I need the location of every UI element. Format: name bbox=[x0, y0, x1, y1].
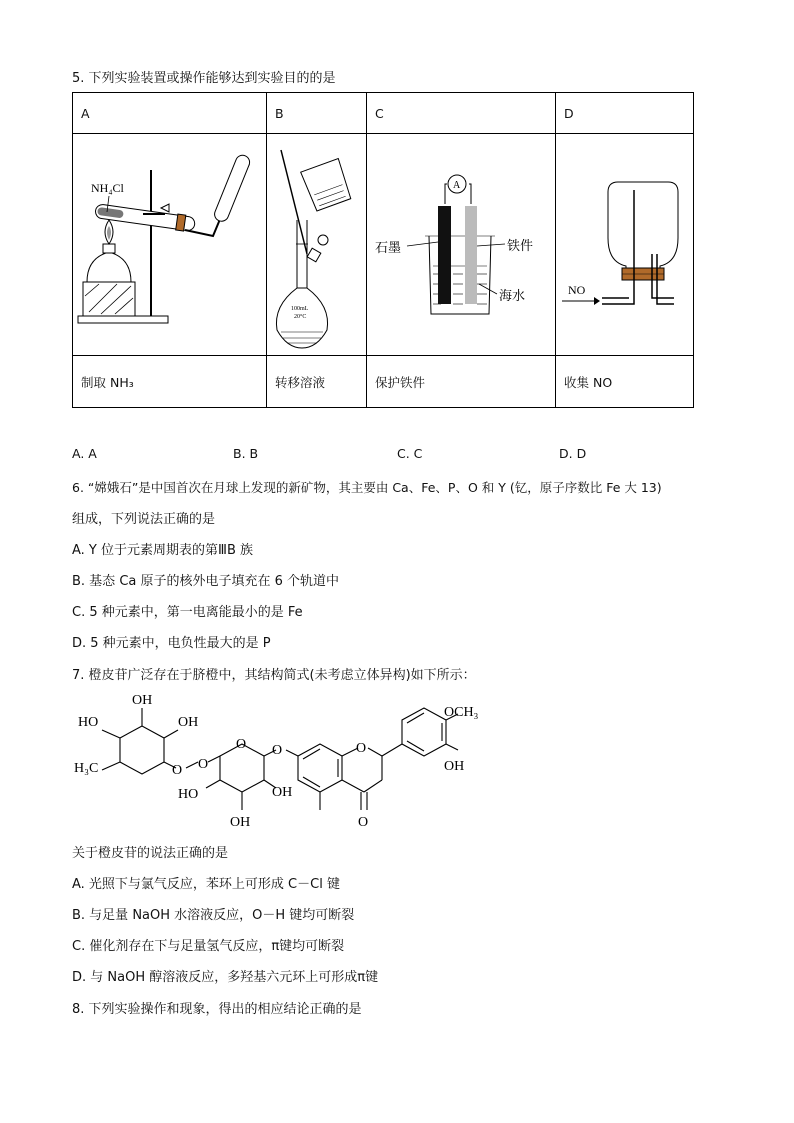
caption-b: 转移溶液 bbox=[267, 356, 367, 408]
q6-stem-line2: 组成，下列说法正确的是 bbox=[72, 512, 216, 527]
q7-option-c: C. 催化剂存在下与足量氢气反应，π键均可断裂 bbox=[72, 939, 345, 954]
label-oh-sugar2-right: OH bbox=[272, 785, 293, 800]
q6-option-c: C. 5 种元素中，第一电离能最小的是 Fe bbox=[72, 605, 303, 620]
label-oh-top: OH bbox=[132, 693, 153, 708]
label-oh-sugar2-bottom: OH bbox=[230, 815, 251, 830]
iron-part-label: 铁件 bbox=[507, 239, 534, 254]
gas-collection-apparatus bbox=[556, 134, 693, 352]
label-o-ring1: O bbox=[172, 763, 183, 778]
label-ho-sugar2: HO bbox=[178, 787, 199, 802]
ammonia-prep-apparatus bbox=[73, 134, 266, 352]
volumetric-flask-apparatus bbox=[267, 134, 366, 352]
apparatus-d bbox=[556, 134, 694, 356]
nh4cl-label: NH₄Cl bbox=[91, 181, 124, 195]
label-oh-phenol: OH bbox=[444, 759, 465, 774]
flask-volume-label: 100mL bbox=[291, 306, 309, 312]
q7-option-d: D. 与 NaOH 醇溶液反应，多羟基六元环上可形成π键 bbox=[72, 970, 379, 985]
label-o-carbonyl: O bbox=[358, 815, 369, 830]
seawater-label: 海水 bbox=[499, 289, 526, 304]
apparatus-c bbox=[367, 134, 556, 356]
q5-stem: 5. 下列实验装置或操作能够达到实验目的的是 bbox=[72, 71, 336, 86]
label-o-glycosidic: O bbox=[198, 757, 209, 772]
apparatus-b bbox=[267, 134, 367, 356]
label-o-ring2: O bbox=[236, 737, 247, 752]
q7-option-b: B. 与足量 NaOH 水溶液反应，O－H 键均可断裂 bbox=[72, 908, 355, 923]
q5-option-c: C. C bbox=[397, 446, 423, 461]
header-c: C bbox=[367, 93, 556, 134]
q5-option-a: A. A bbox=[72, 446, 97, 461]
label-o-ether: O bbox=[272, 743, 283, 758]
q8-stem: 8. 下列实验操作和现象，得出的相应结论正确的是 bbox=[72, 1002, 362, 1017]
q5-option-d: D. D bbox=[559, 446, 587, 461]
caption-d: 收集 NO bbox=[556, 356, 694, 408]
ammeter-label: A bbox=[453, 180, 461, 191]
label-o-pyran: O bbox=[356, 741, 367, 756]
q7-option-a: A. 光照下与氯气反应，苯环上可形成 C－Cl 键 bbox=[72, 877, 340, 892]
label-oh-right: OH bbox=[178, 715, 199, 730]
label-ho-left: HO bbox=[78, 715, 99, 730]
q6-option-b: B. 基态 Ca 原子的核外电子填充在 6 个轨道中 bbox=[72, 574, 340, 589]
header-a: A bbox=[73, 93, 267, 134]
experiment-table bbox=[72, 92, 694, 408]
apparatus-a bbox=[73, 134, 267, 356]
caption-a: 制取 NH₃ bbox=[73, 356, 267, 408]
no-gas-label: NO bbox=[568, 283, 586, 297]
electrochemical-protection-apparatus bbox=[367, 134, 555, 352]
q6-stem-line1: 6. “嫦娥石”是中国首次在月球上发现的新矿物，其主要由 Ca、Fe、P、O 和 Y (钇，原子序数比 Fe 大 13) bbox=[72, 480, 662, 495]
q7-sub-stem: 关于橙皮苷的说法正确的是 bbox=[72, 846, 229, 861]
caption-c: 保护铁件 bbox=[367, 356, 556, 408]
header-b: B bbox=[267, 93, 367, 134]
header-d: D bbox=[556, 93, 694, 134]
q6-option-d: D. 5 种元素中，电负性最大的是 P bbox=[72, 636, 271, 651]
q7-stem: 7. 橙皮苷广泛存在于脐橙中，其结构简式(未考虑立体异构)如下所示： bbox=[72, 668, 476, 683]
hesperidin-structure bbox=[72, 686, 492, 836]
label-och3: OCH₃ bbox=[444, 705, 479, 720]
graphite-label: 石墨 bbox=[375, 241, 402, 256]
flask-temp-label: 20°C bbox=[294, 314, 307, 320]
label-h3c: H₃C bbox=[74, 761, 99, 776]
q5-option-b: B. B bbox=[233, 446, 259, 461]
q6-option-a: A. Y 位于元素周期表的第ⅢB 族 bbox=[72, 543, 254, 558]
